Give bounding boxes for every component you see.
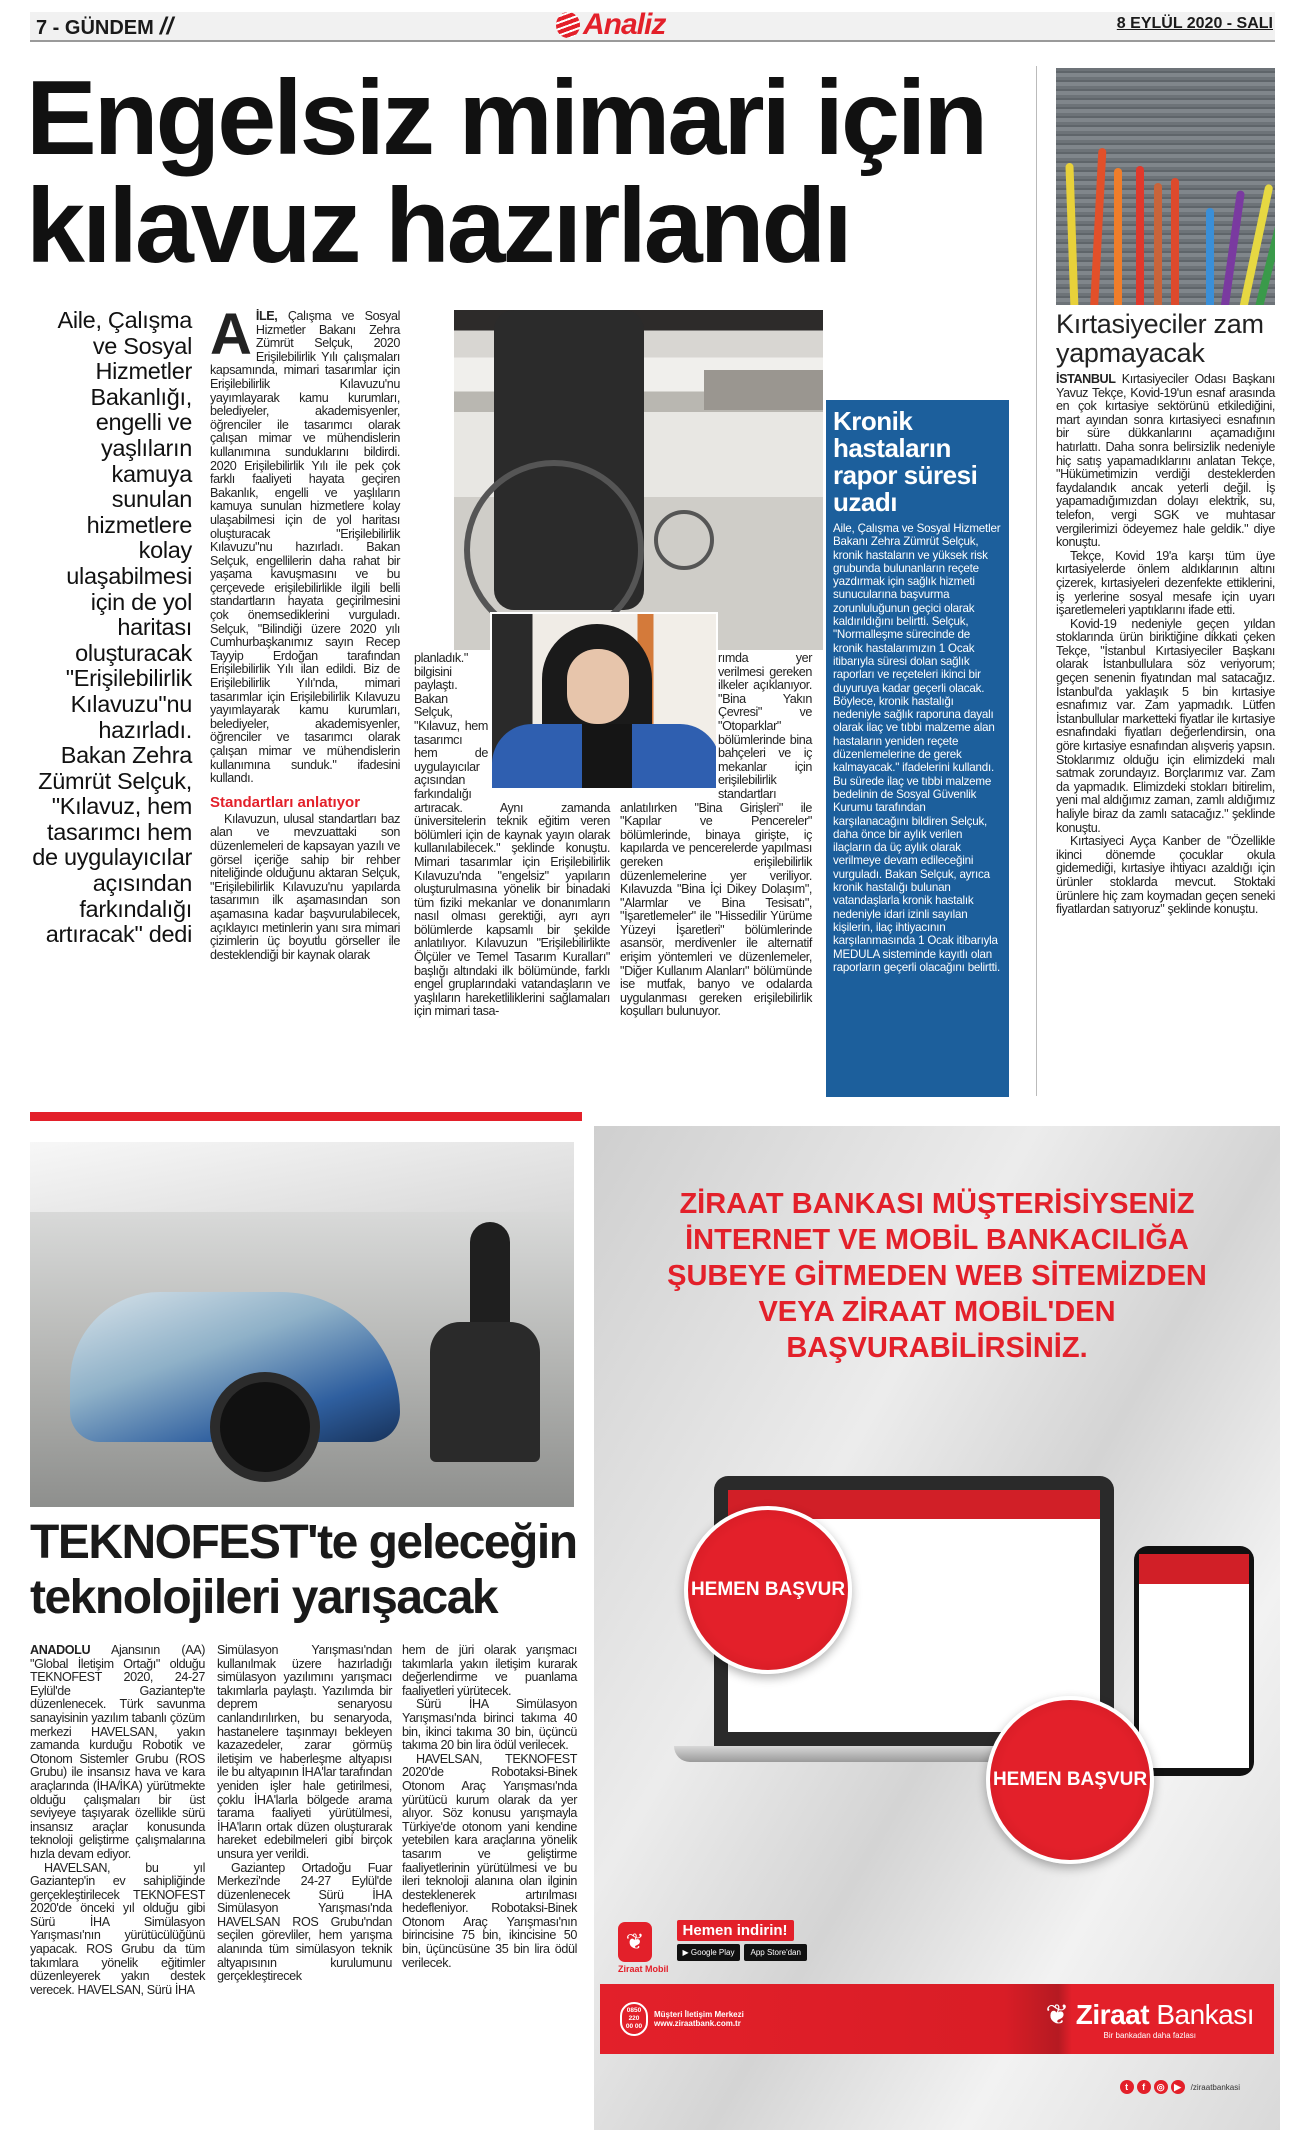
logo-text: Analiz [583, 8, 666, 41]
box-title: Kronik hastaların rapor süresi uzadı [833, 406, 978, 517]
issue-date: 8 EYLÜL 2020 - SALI [1116, 15, 1273, 32]
paragraph: hem de jüri olarak yarışmacı takımlarla yakın iletişim kurarak değerlendirme ve puanlama faaliyetleri yürütecek. [402, 1643, 577, 1698]
paragraph: Simülasyon Yarışması'ndan kullanılmak üzere hazırladığı simülasyon yazılımını yarışmacı takımlarla paylaştı. Yazılımda bir deprem senaryosu canlandırılırken, bu senaryoda, hastanelere taşınmayı bekleyen kazazedeler, zarar görmüş iletişim ve haberleşme altyapısı ile bu altyapının İHA'lar tarafından yeniden işler hale getirilmesi, çoklu İHA'larla bölgede arama tarama faaliyeti yürütülmesi, İHA'ların ortak düzen oluşturarak hareket edebilmeleri gibi birçok unsura yer verildi. [217, 1643, 392, 1861]
store-label: App Store'dan [750, 1948, 801, 1957]
side-article-title: Kırtasiyeciler zam yapmayacak [1056, 309, 1264, 368]
contact-center [620, 2002, 744, 2036]
dateline: ANADOLU [30, 1643, 91, 1657]
social-handle: /ziraatbankasi [1190, 2082, 1240, 2092]
headline-line-1: TEKNOFEST'te geleceğin [30, 1516, 577, 1569]
lead-word: İLE, [255, 309, 278, 323]
wheat-app-icon: ❦ [618, 1922, 652, 1962]
teknofest-column-3 [402, 1644, 577, 1970]
brand-rest: Bankası [1149, 1999, 1254, 2030]
autonomous-car-photo [30, 1142, 574, 1507]
section-slashes: // [159, 13, 174, 40]
paragraph: Sürü İHA Simülasyon Yarışması'nda birinci takıma 40 bin, ikinci takıma 30 bin, üçüncü takıma 20 bin lira ödül verilecek. [402, 1697, 577, 1753]
mobile-app-promo [618, 1922, 811, 1974]
box-text: Aile, Çalışma ve Sosyal Hizmetler Bakanı Zehra Zümrüt Selçuk, kronik hastaların ve yüksek risk grubunda bulunanların reçete yazdırmak için sağlık hizmeti sunucularına başvurma zorunluluğunun geçici olarak kaldırıldığını belirtti. Selçuk, "Normalleşme sürecinde de kronik hastalarımızın 1 Ocak itibarıyla süresi dolan sağlık raporları ve reçeteleri ikinci bir duyuruya kadar geçerli olacak. Böylece, kronik hastalığı nedeniyle sağlık raporuna dayalı olarak ilaç ve tıbbi malzeme alan hastaların yeniden reçete düzenlemelerine de gerek kalmayacak." ifadelerini kullandı. Bu sürede ilaç ve tıbbi malzeme bedelinin de Sosyal Güvenlik Kurumu tarafından karşılanacağını bildiren Selçuk, daha önce bir aylık verilen ilaçların da üç aylık olarak verilmeye devam edileceğini vurguladı. Bakan Selçuk, ayrıca kronik hastalığı bulunan vatandaşlarla kronik hastalık nedeniyle idari izinli sayılan kişilerin, ilaç ihtiyacının karşılanmasında 1 Ocak itibarıyla MEDULA sisteminde kayıtlı olan raporların geçerli olacağını belirtti. [833, 522, 1001, 974]
youtube-icon[interactable]: ▶ [1171, 2080, 1185, 2094]
facebook-icon[interactable]: f [1137, 2080, 1151, 2094]
ad-line: ZİRAAT BANKASI MÜŞTERİSİYSENİZ [679, 1188, 1195, 1220]
paragraph: Kılavuzun, ulusal standartları baz alan ve mevzuattaki son düzenlemeleri de kapsayan yazılı ve görsel içeriğe sahip bir rehber niteliğinde olduğunu aktaran Selçuk, "Erişilebilirlik Kılavuzu'nu yapılarda tasarımın ilk aşamasından son aşamasına kadar başvurulabilecek, açıklayıcı metinlerin yanı sıra mimari çizimlerin üç boyutlu görseller ile desteklendiği bir kaynak olarak [210, 811, 400, 962]
phone-illustration [1134, 1546, 1254, 1776]
ad-headline [594, 1186, 1280, 1366]
paragraph: Kovid-19 nedeniyle geçen yıldan stoklarında ürün biriktiğine dikkati çeken Tekçe, "İstanbul Kırtasiyeciler Başkanı olarak İstanbullulara söz veriyorum; geçen senenin fiyatından mal satacağız. İstanbul'da yaklaşık 5 bin kırtasiye esnafımız var. Zam yapmadık. Lütfen İstanbullular marketteki fiyatlar ile kırtasiye esnafındaki fiyatları değerlendirsin, ona göre kırtasiye esnafından alışveriş yapsın. Stoklarımız olduğu için elimizdeki malı satmak zorundayız. Borçlarımız var. Zam da yapmadık. Elimizdeki stokları bitirelim, yeni mal aldığımız zaman, zamlı aldığımız haliyle biraz da zamlı satacağız." şeklinde konuştu. [1056, 616, 1275, 835]
paragraph: Kırtasiyeci Ayça Kanber de "Özellikle ikinci dönemde çocuklar okula gidemediği, kırtasiye ihtiyacı azaldığı için ürünler stoklarda mevcut. Stoktaki ürünlere hiç zam koymadan geçen seneki fiyatlardan satıyoruz" şeklinde konuştu. [1056, 834, 1275, 917]
paragraph: Ajansının (AA) "Global İletişim Ortağı" olduğu TEKNOFEST 2020, 24-27 Eylül'de Gaziantep'te düzenlenecek. Türk savunma sanayisinin yazılım tabanlı çözüm merkezi HAVELSAN, yakın zamanda kurduğu Robotik ve Otonom Sistemler Grubu (ROS Grubu) ile insansız hava ve kara araçlarında (İHA/İKA) yürütmekte olduğu çalışmaları bir üst seviyeye taşıyarak özellikle sürü insansız araçlar konusunda teknoloji geliştirme çalışmalarına hızla devam ediyor. [30, 1643, 205, 1861]
drop-cap: A [210, 302, 252, 367]
paragraph: Kırtasiyeciler Odası Başkanı Yavuz Tekçe, Kovid-19'un esnaf arasında en çok kırtasiye sektörünü etkilediğini, mart ayından sonra kırtasiyeci esnafının bir süre dükkanlarını açamadığını hatırlattı. Daha sonra belirsizlik nedeniyle hiç satış yapamadıklarını anlatan Tekçe, "Hükümetimizin verdiği desteklerden faydalandık ancak yeterli değil. İş yapamadığımızdan dolayı elektrik, su, telefon, vergi SGK ve muhtasar vergilerimizi ödeyemez hale geldik." diye konuştu. [1056, 372, 1275, 550]
wheelchair-classroom-photo [454, 310, 823, 650]
paragraph: HAVELSAN, TEKNOFEST 2020'de Robotaksi-Binek Otonom Araç Yarışması'nda yürütücü kurum olarak da yer alıyor. Söz konusu yarışmayla Türkiye'de otonom yani kendine yetebilen kara araçlarına yönelik tasarım ve geliştirme faaliyetlerinin yürütülmesi ve bu ileri teknoloji alanına olan ilginin desteklenerek artırılması hedefleniyor. Robotaksi-Binek Otonom Araç Yarışması'nın birincisine 75 bin, ikincisine 50 bin, üçüncüsüne 35 bin lira ödül verilecek. [402, 1751, 577, 1970]
section-label [36, 13, 173, 41]
kronik-hastalar-sidebar-box [826, 400, 1009, 1097]
section-name: 7 - GÜNDEM [36, 17, 154, 39]
minister-portrait-photo [490, 612, 718, 790]
paragraph: Tekçe, Kovid 19'a karşı tüm üye kırtasiyelerde önlem aldıklarının altını çizerek, kırtasiyeleri dezenfekte ettiklerini, iş yerlerine sosyal mesafe için uyarı işaretlemeleri yaptıklarını ifade etti. [1056, 548, 1275, 618]
column-divider [1036, 66, 1037, 1096]
teknofest-headline [30, 1515, 590, 1625]
google-play-badge[interactable]: ▶ Google Play [677, 1944, 741, 1961]
brand-slogan: Bir bankadan daha fazlası [1103, 2031, 1197, 2040]
paragraph: rımda yer verilmesi gereken ilkeler açıklanıyor. "Bina Yakın Çevresi" ve "Otoparklar" bölümlerinde bina bahçeleri ve iç mekanlar için erişilebilirlik standartları anlatılırken "Bina Girişleri" ile "Kapılar ve Pencereler" bölümlerinde, binaya girişte, iç kapılarda ve pencerelerde yapılması gereken erişilebilirlik düzenlemelerine yer veriliyor. Kılavuzda "Bina İçi Dikey Dolaşım", "Alarmlar ve Bina Tesisatı", "İşaretlemeler" ile "Hissedilir Yürüme Yüzeyi İşaretleri" bölümlerinde asansör, merdivenler ile alternatif erişim yöntemleri ve düzenlemeler, "Diğer Kullanım Alanları" bölümünde ise mutfak, banyo ve odalarda uygulanması gereken erişilebilirlik koşulları bulunuyor. [620, 651, 812, 1019]
wheat-icon: ❦ [1045, 1999, 1076, 2030]
section-red-rule [30, 1112, 582, 1121]
website-link[interactable]: www.ziraatbank.com.tr [654, 2019, 741, 2028]
ziraat-logo [1046, 1998, 1254, 2040]
headline-line-2: kılavuz hazırlandı [26, 167, 850, 285]
teknofest-column-1 [30, 1644, 205, 1997]
headline-line-1: Engelsiz mimari için [26, 59, 986, 177]
newspaper-logo[interactable] [556, 8, 665, 42]
pencils-photo [1056, 68, 1275, 305]
headset-icon: 0850 220 00 00 [620, 2002, 648, 2036]
store-label: Google Play [690, 1948, 735, 1957]
headline-line-2: teknolojileri yarışacak [30, 1571, 498, 1624]
app-store-badge[interactable] [744, 1944, 806, 1961]
apply-now-button[interactable]: HEMEN BAŞVUR [986, 1696, 1154, 1864]
paragraph: Gaziantep Ortadoğu Fuar Merkezi'nde 24-27 Eylül'de düzenlenecek Sürü İHA Simülasyon Yarışması'nda HAVELSAN ROS Grubu'ndan seçilen görevliler, hem yarışma alanında tüm simülasyon teknik altyapısının kurulumunu gerçekleştirecek [217, 1860, 392, 1984]
contact-title: Müşteri İletişim Merkezi [654, 2010, 744, 2019]
paragraph: planladık." bilgisini paylaştı. Bakan Selçuk, "Kılavuz, hem tasarımcı hem de uygulayıcılar açısından farkındalığı artıracak. Aynı zamanda üniversitelerin teknik eğitim veren bölümleri için de kaynak yayın olarak kullanılabilecek." şeklinde konuştu. Mimari tasarımlar için Erişilebilirlik Kılavuzu'nda "engelsiz" yapıların oluşturulmasına yönelik bir binadaki tüm fiziki mekanlar ve donanımların nasıl olması gerektiği, ayrı ayrı bölümlerde kapsamlı bir şekilde anlatılıyor. Kılavuzun "Erişilebilirlikte Ölçüler ve Temel Tasarım Kuralları" başlığı altındaki ilk bölümünde, farklı engel gruplarındaki vatandaşların ve yaşlıların hareketliliklerini sağlamaları için mimari tasa- [414, 651, 610, 1019]
main-headline [26, 59, 1031, 285]
subheading: Standartları anlatıyor [210, 793, 361, 811]
ad-line: ŞUBEYE GİTMEDEN WEB SİTEMİZDEN [667, 1260, 1207, 1292]
ad-line: VEYA ZİRAAT MOBİL'DEN [758, 1296, 1116, 1328]
download-label: Hemen indirin! [677, 1920, 794, 1941]
dateline: İSTANBUL [1056, 372, 1116, 386]
article-column-1 [210, 302, 400, 962]
ad-line: İNTERNET VE MOBİL BANKACILIĞA [685, 1224, 1189, 1256]
app-name: Ziraat Mobil [618, 1964, 669, 1974]
paragraph: Çalışma ve Sosyal Hizmetler Bakanı Zehra Zümrüt Selçuk, 2020 Erişilebilirlik Yılı çalışmaları kapsamında, mimari tasarımlar için Erişilebilirlik Kılavuzu'nu yayımlayarak kamu kurumları, belediyeler, akademisyenler, öğrenciler ile tasarımcı olarak çalışan mimar ve mühendislerin kullanımına sunduklarını bildirdi. 2020 Erişilebilirlik Yılı ile pek çok farklı faaliyeti hayata geçiren Bakanlık, engelli ve yaşlıların kamuya sunulan hizmetlere kolay ulaşabilmesi için de yol haritası oluşturacak "Erişilebilirlik Kılavuzu"nu hazırladı. Bakan Selçuk, engellilerin daha rahat bir yaşama kavuşmasını ve bu çerçevede erişilebilirlikle ilgili belli standartların hayata geçirilmesini çok önemsediklerini vurguladı. Selçuk, "Bilindiği üzere 2020 yılı Cumhurbaşkanımız sayın Recep Tayyip Erdoğan tarafından Erişilebilirlik Yılı ilan edildi. Biz de Erişilebilirlik Yılı'nda, mimari tasarımlar için Erişilebilirlik Kılavuzu yayımlayarak kamu kurumları, belediyeler, akademisyenler, öğrenciler ve tasarımcı olarak çalışan mimar ve mühendislerin kullanımına sunduk." ifadesini kullandı. [210, 309, 400, 786]
brand-bold: Ziraat [1075, 1999, 1150, 2030]
instagram-icon[interactable]: ◎ [1154, 2080, 1168, 2094]
ziraat-bank-advertisement[interactable] [594, 1126, 1280, 2130]
ad-brand-band [600, 1984, 1274, 2054]
social-links [1120, 2080, 1240, 2094]
teknofest-column-2 [217, 1644, 392, 1984]
twitter-icon[interactable]: t [1120, 2080, 1134, 2094]
paragraph: HAVELSAN, bu yıl Gaziantep'in ev sahipliğinde gerçekleştirilecek TEKNOFEST 2020'de önceki yıl olduğu gibi Sürü İHA Simülasyon Yarışması'nın yürütücülüğünü yapacak. ROS Grubu da tüm takımlara yönelik eğitimler düzenleyerek yakın destek verecek. HAVELSAN, Sürü İHA [30, 1860, 205, 1997]
kirtasiye-article [1056, 310, 1275, 917]
article-deck: Aile, Çalışma ve Sosyal Hizmetler Bakanlığı, engelli ve yaşlıların kamuya sunulan hizmetlere kolay ulaşabilmesi için de yol haritası oluşturacak "Erişilebilirlik Kılavuzu"nu hazırladı. Bakan Zehra Zümrüt Selçuk, "Kılavuz, hem tasarımcı hem de uygulayıcılar açısından farkındalığı artıracak" dedi [32, 307, 192, 948]
ad-line: BAŞVURABİLİRSİNİZ. [786, 1332, 1088, 1364]
logo-globe-icon [556, 12, 580, 38]
apply-now-button[interactable]: HEMEN BAŞVUR [684, 1506, 852, 1674]
